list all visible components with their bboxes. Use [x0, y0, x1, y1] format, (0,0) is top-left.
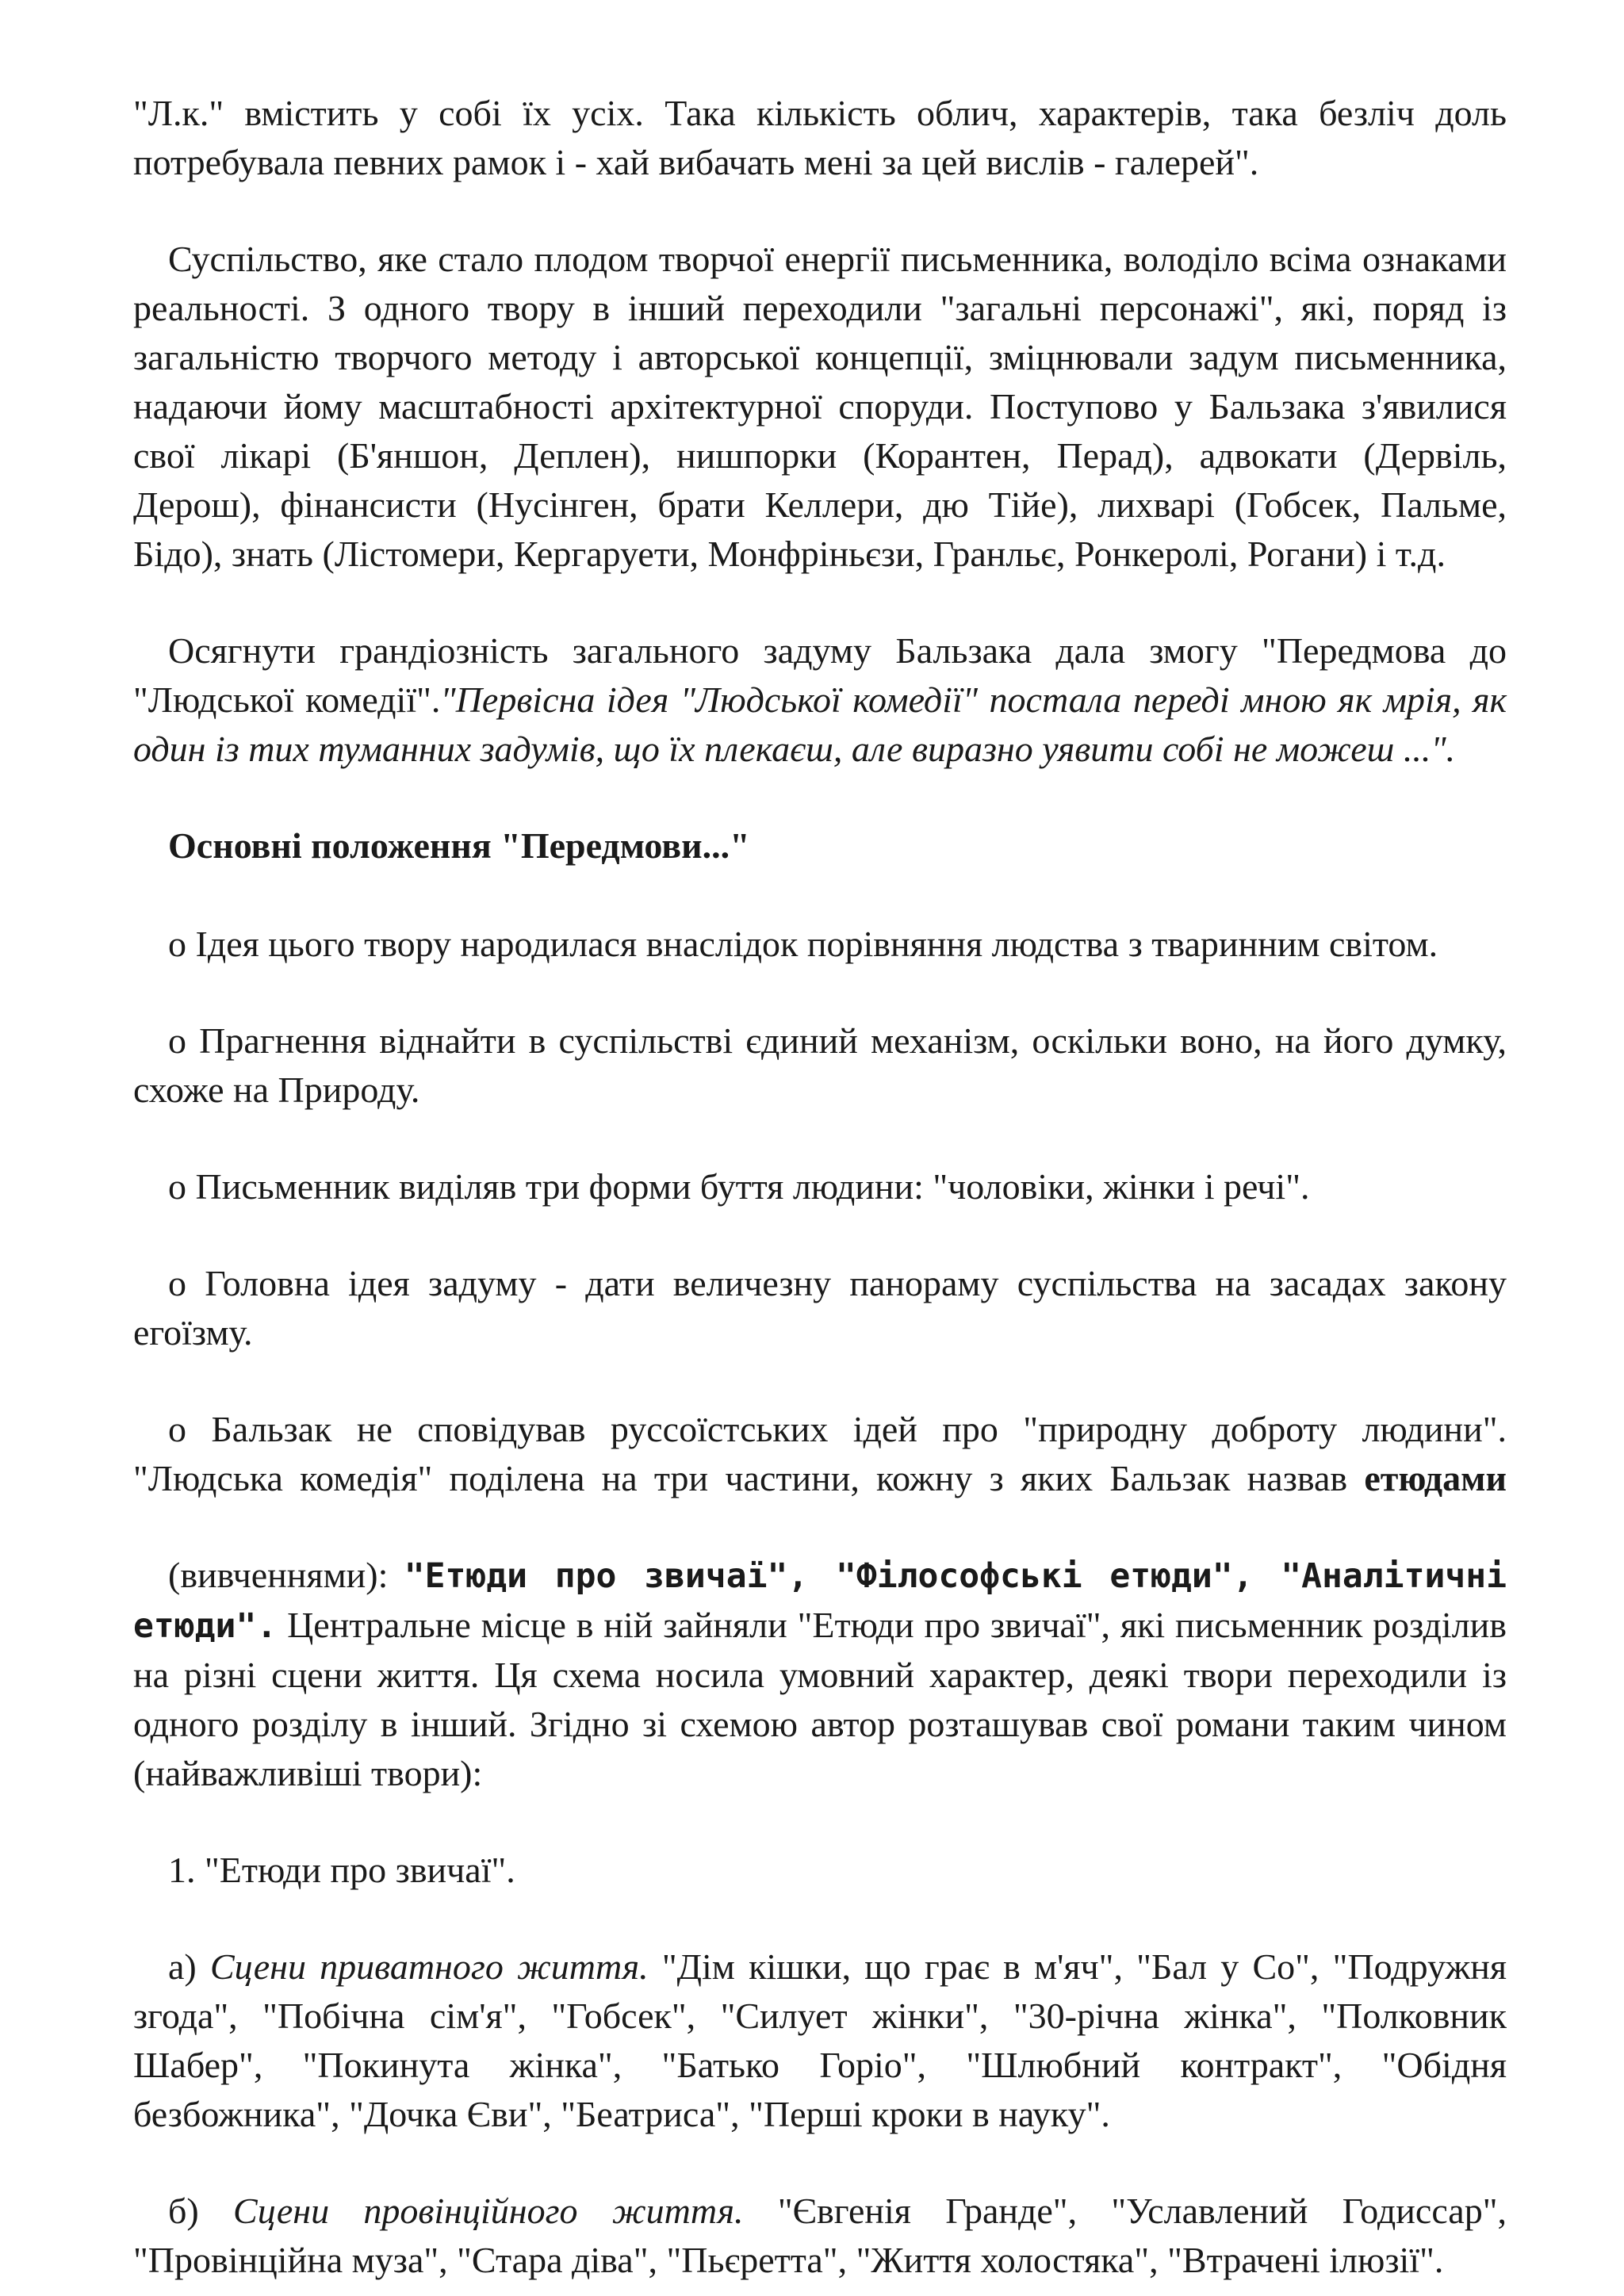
bullet-item-3	[133, 1162, 1507, 1211]
paragraph-text: "Л.к." вмістить у собі їх усіх. Така кількість облич, характерів, така безліч доль потребувала певних рамок і - хай вибачать мені за цей вислів - галерей".	[133, 93, 1507, 182]
etudes-titles: "Етюди про звичаї", "Філософські етюди", "Аналітичні етюди".	[133, 1556, 1507, 1646]
paragraph-preface	[133, 626, 1507, 774]
paragraph-prefix: (вивченнями):	[168, 1555, 389, 1595]
bullet-item-1	[133, 920, 1507, 969]
list-item-b	[133, 2187, 1507, 2285]
list-text: 1. "Етюди про звичаї".	[168, 1850, 515, 1890]
list-item-1	[133, 1846, 1507, 1895]
bullet-text: о Письменник виділяв три форми буття людини: "чоловіки, жінки і речі".	[168, 1166, 1310, 1207]
bullet-item-4	[133, 1259, 1507, 1357]
list-marker: а)	[168, 1946, 197, 1987]
bold-term: етюдами	[1364, 1458, 1507, 1498]
bullet-text: о Прагнення віднайти в суспільстві єдиний механізм, оскільки воно, на його думку, схоже на Природу.	[133, 1020, 1507, 1110]
paragraph-lk	[133, 89, 1507, 187]
bullet-item-2	[133, 1016, 1507, 1115]
list-item-a	[133, 1942, 1507, 2139]
list-text: "Євгенія Гранде", "Уславлений Годиссар", "Провінційна муза", "Стара діва", "Пьєретта", "Життя холостяка", "Втрачені ілюзії".	[133, 2191, 1507, 2280]
bullet-item-5	[133, 1405, 1507, 1503]
paragraph-text: Осягнути грандіозність загального задуму Бальзака дала змогу "Передмова до "Людської комедії".	[133, 630, 1507, 720]
bullet-text: о Головна ідея задуму - дати величезну панораму суспільства на засадах закону егоїзму.	[133, 1263, 1507, 1353]
paragraph-etudes	[133, 1551, 1507, 1798]
section-title-italic: Сцени приватного життя.	[209, 1946, 649, 1987]
section-title-italic: Сцени провінційного життя.	[233, 2191, 744, 2231]
bullet-text: о Бальзак не сповідував руссоїстських ідей про "природну доброту людини". "Людська комедія" поділена на три частини, кожну з яких Бальзак назвав	[133, 1409, 1507, 1498]
paragraph-text: Суспільство, яке стало плодом творчої енергії письменника, володіло всіма ознаками реальності. З одного твору в інший переходили "загальні персонажі", які, поряд із загальністю творчого методу і авторської концепції, зміцнювали задум письменника, надаючи йому масштабності архітектурної споруди. Поступово у Бальзака з'явилися свої лікарі (Б'яншон, Деплен), нишпорки (Корантен, Перад), адвокати (Дервіль, Дерош), фінансисти (Нусінген, брати Келлери, дю Тійе), лихварі (Гобсек, Пальме, Бідо), знать (Лістомери, Кергаруети, Монфріньєзи, Гранльє, Ронкеролі, Рогани) і т.д.	[133, 239, 1507, 574]
paragraph-society	[133, 235, 1507, 579]
preface-quote: "Первісна ідея "Людської комедії" постала переді мною як мрія, як один із тих туманних задумів, що їх плекаєш, але виразно уявити собі не можеш ...".	[133, 679, 1507, 769]
list-text: "Дім кішки, що грає в м'яч", "Бал у Со", "Подружня згода", "Побічна сім'я", "Гобсек", "Силует жінки", "30-річна жінка", "Полковник Шабер", "Покинута жінка", "Батько Горіо", "Шлюбний контракт", "Обідня безбожника", "Дочка Єви", "Беатриса", "Перші кроки в науку".	[133, 1946, 1507, 2134]
bullet-text: о Ідея цього твору народилася внаслідок порівняння людства з тваринним світом.	[168, 924, 1438, 964]
paragraph-text: Центральне місце в ній зайняли "Етюди про звичаї", які письменник розділив на різні сцени життя. Ця схема носила умовний характер, деякі твори переходили із одного розділу в інший. Згідно зі схемою автор розташував свої романи таким чином (найважливіші твори):	[133, 1605, 1507, 1793]
section-heading: Основні положення "Передмови..."	[168, 825, 750, 866]
list-marker: б)	[168, 2191, 199, 2231]
